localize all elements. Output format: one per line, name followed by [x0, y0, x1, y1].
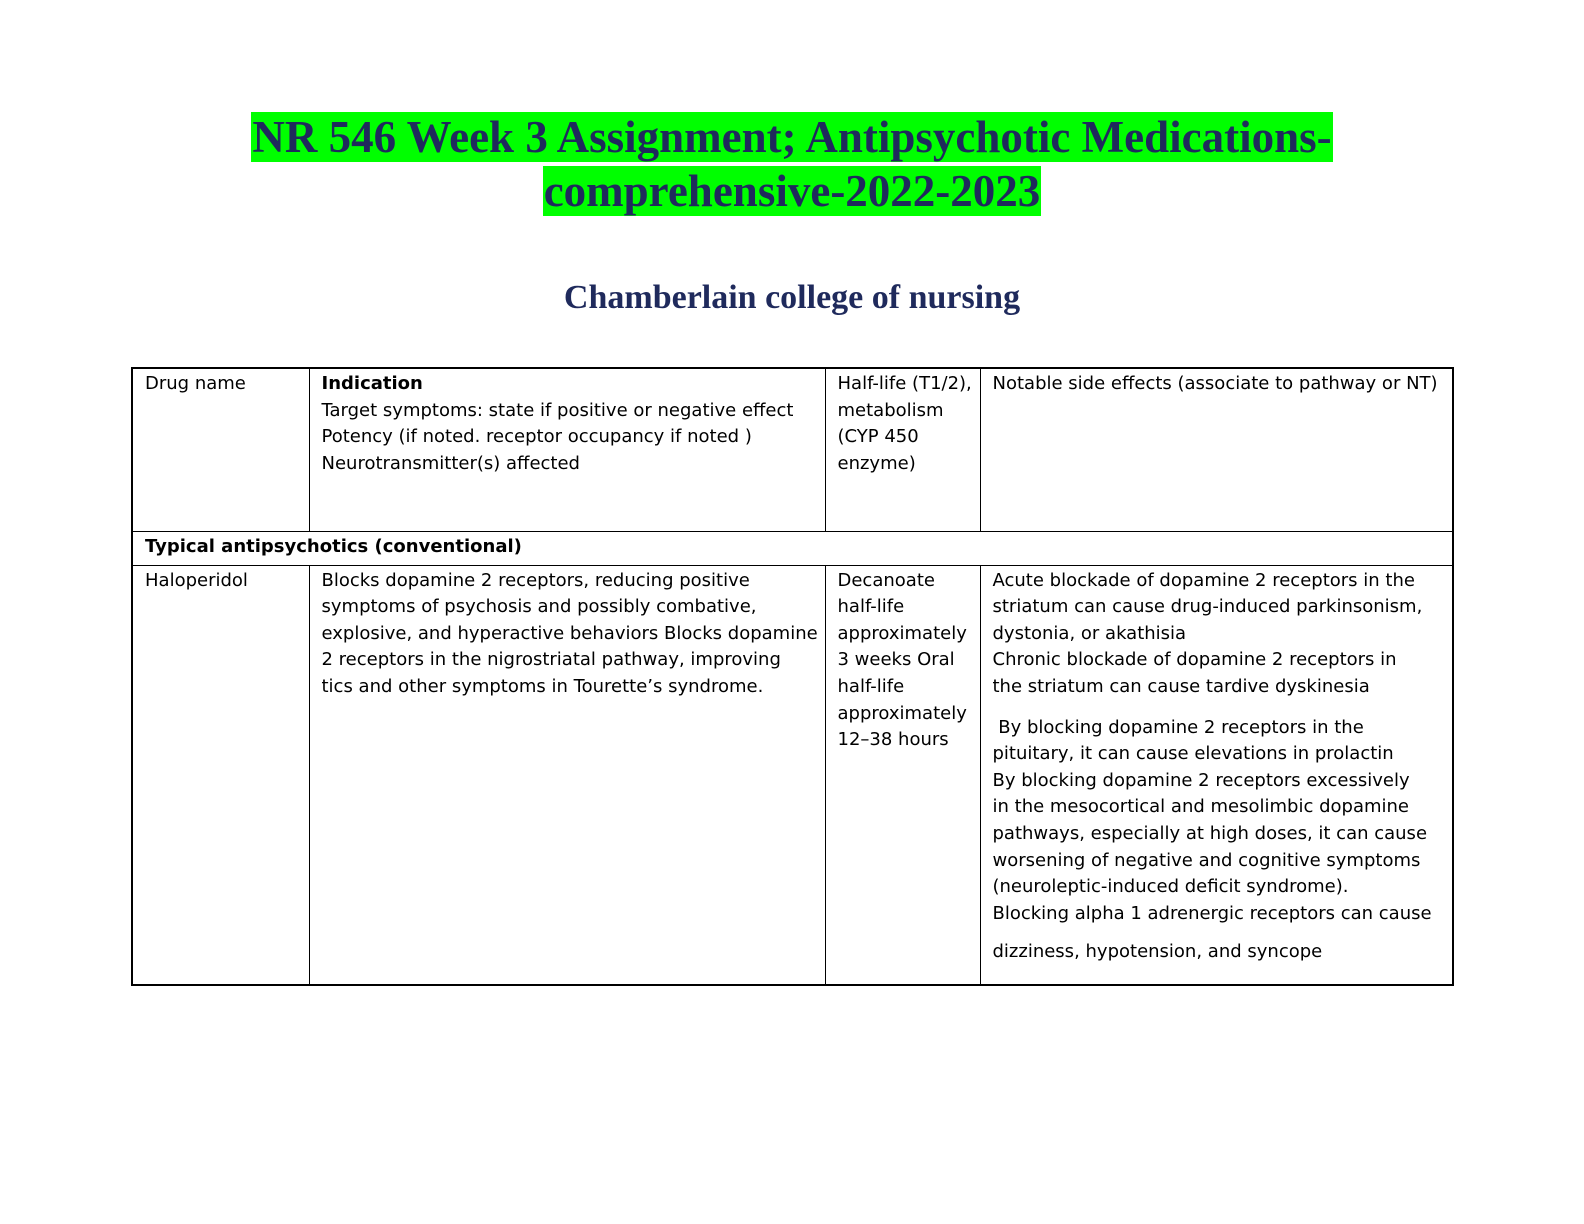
- half-life-line: approximately: [837, 622, 967, 644]
- table-header-row: [132, 368, 1453, 532]
- side-effect-line: pathways, especially at high doses, it can cause: [992, 822, 1428, 844]
- title-line-1: NR 546 Week 3 Assignment; Antipsychotic Medications-: [252, 112, 1332, 162]
- half-life-line: half-life: [837, 596, 905, 618]
- paragraph-gap: [993, 701, 1441, 715]
- side-effect-line: striatum can cause drug-induced parkinsonism,: [992, 596, 1423, 618]
- header-indication: [309, 368, 825, 532]
- header-side-effects: Notable side effects (associate to pathway or NT): [980, 368, 1453, 532]
- half-life-line: 12–38 hours: [837, 729, 949, 751]
- half-life-cell: [825, 565, 980, 985]
- side-effect-line: dystonia, or akathisia: [992, 622, 1187, 644]
- indication-line: 2 receptors in the nigrostriatal pathway, improving: [321, 649, 781, 671]
- section-row: [132, 532, 1453, 566]
- side-effect-line: worsening of negative and cognitive symptoms: [992, 849, 1421, 871]
- header-half-life: [825, 368, 980, 532]
- header-half-life-line: metabolism: [837, 399, 944, 421]
- indication-line: symptoms of psychosis and possibly combative,: [321, 596, 757, 618]
- document-subtitle: Chamberlain college of nursing: [563, 279, 1021, 316]
- antipsychotic-table: [131, 367, 1454, 986]
- header-indication-title: Indication: [321, 373, 423, 394]
- half-life-line: half-life: [837, 675, 905, 697]
- side-effect-line: By blocking dopamine 2 receptors excessively: [992, 769, 1410, 791]
- header-half-life-line: Half-life (T1/2),: [837, 373, 972, 394]
- header-half-life-line: (CYP 450: [837, 426, 919, 448]
- half-life-line: approximately: [837, 702, 967, 724]
- side-effect-line: pituitary, it can cause elevations in prolactin: [992, 743, 1394, 765]
- header-drug-name: Drug name: [132, 368, 309, 532]
- header-indication-line: Target symptoms: state if positive or negative effect: [321, 399, 794, 421]
- half-life-line: Decanoate: [837, 569, 935, 591]
- side-effect-line: dizziness, hypotension, and syncope: [992, 941, 1323, 963]
- indication-line: explosive, and hyperactive behaviors Blocks dopamine: [321, 622, 818, 644]
- section-label: Typical antipsychotics (conventional): [132, 532, 1453, 566]
- document-title: [0, 110, 1584, 218]
- side-effects-cell: [980, 565, 1453, 985]
- half-life-line: 3 weeks Oral: [837, 649, 955, 671]
- side-effect-line: the striatum can cause tardive dyskinesia: [992, 675, 1370, 697]
- side-effect-line: Chronic blockade of dopamine 2 receptors in: [992, 649, 1397, 671]
- header-indication-line: Neurotransmitter(s) affected: [321, 452, 580, 474]
- side-effect-line: Acute blockade of dopamine 2 receptors in the: [992, 569, 1415, 591]
- indication-line: tics and other symptoms in Tourette’s syndrome.: [321, 675, 764, 697]
- side-effect-line: Blocking alpha 1 adrenergic receptors can cause: [992, 902, 1432, 924]
- side-effect-line: in the mesocortical and mesolimbic dopamine: [992, 796, 1409, 818]
- indication-cell: [309, 565, 825, 985]
- header-half-life-line: enzyme): [837, 452, 916, 474]
- side-effect-line: (neuroleptic-induced deficit syndrome).: [992, 876, 1349, 898]
- table-row: [132, 565, 1453, 985]
- title-line-2: comprehensive-2022-2023: [543, 166, 1041, 216]
- drug-name-cell: Haloperidol: [132, 565, 309, 985]
- side-effect-line: By blocking dopamine 2 receptors in the: [992, 716, 1364, 738]
- header-indication-line: Potency (if noted. receptor occupancy if noted ): [321, 426, 752, 448]
- paragraph-gap: [993, 927, 1441, 939]
- indication-line: Blocks dopamine 2 receptors, reducing positive: [321, 569, 750, 591]
